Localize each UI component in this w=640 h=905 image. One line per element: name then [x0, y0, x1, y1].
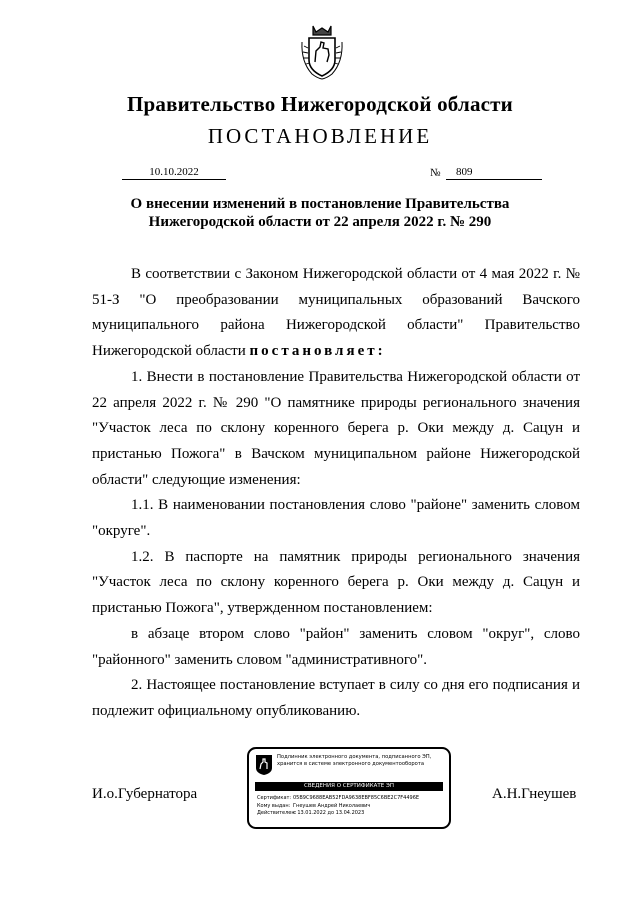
paragraph-item-1-2: 1.2. В паспорте на памятник природы регионального значения "Участок леса по склону коренного берега р. Оки между д. Сацун и пристанью Пожога", утвержденном постановлением:	[92, 548, 580, 617]
preamble-text: В соответствии с Законом Нижегородской области от 4 мая 2022 г. № 51-З "О преобразовании муниципальных образований Вачского муниципального района Нижегородской области" Правительство Нижегородской области	[92, 266, 580, 360]
organization-name: Правительство Нижегородской области	[127, 92, 513, 116]
decree-verb: постановляет:	[249, 343, 386, 360]
cert-label: Сертификат:	[257, 795, 292, 801]
subject-line-2: Нижегородской области от 22 апреля 2022 г. № 290	[148, 214, 492, 230]
stamp-row-issued	[257, 803, 447, 811]
document-subject	[100, 195, 540, 231]
number-sign: №	[430, 167, 441, 179]
signatory-position: И.о.Губернатора	[92, 786, 198, 802]
paragraph-item-1-1: 1.1. В наименовании постановления слово "районе" заменить словом "округе".	[92, 497, 580, 540]
paragraph-item-2: 2. Настоящее постановление вступает в силу со дня его подписания и подлежит официальному опубликованию.	[92, 677, 580, 719]
issued-value: Гнеушев Андрей Николаевич	[293, 802, 371, 809]
document-number: 809	[446, 166, 542, 180]
deer-emblem-icon	[255, 754, 273, 776]
document-date: 10.10.2022	[122, 166, 226, 180]
stamp-details	[257, 795, 447, 818]
paragraph-preamble	[92, 262, 580, 365]
stamp-note: Подлинник электронного документа, подписанного ЭП, хранится в системе электронного документооборота	[277, 754, 432, 767]
document-body	[92, 262, 580, 725]
paragraph-item-1: 1. Внести в постановление Правительства Нижегородской области от 22 апреля 2022 г. № 290 "О памятнике природы регионального значения "Участок леса по склону коренного берега р. Оки между д. Сацун и пристанью Пожога" в Вачском муниципальном районе Нижегородской области" следующие изменения:	[92, 368, 580, 488]
issued-label: Кому выдан:	[257, 802, 291, 809]
cert-value: 05B9C9688EAB52FDA9638EBF85C6BE2C7F4496E	[293, 795, 420, 801]
stamp-row-cert	[257, 795, 447, 803]
document-type: ПОСТАНОВЛЕНИЕ	[207, 124, 433, 148]
valid-value: с 13.01.2022 до 13.04.2023	[293, 810, 365, 816]
valid-label: Действителен:	[257, 810, 297, 816]
coat-of-arms-icon	[300, 22, 344, 80]
stamp-row-valid	[257, 810, 447, 818]
signatory-name: А.Н.Гнеушев	[492, 786, 577, 802]
paragraph-item-1-2-a: в абзаце втором слово "район" заменить словом "округ", слово "районного" заменить словом "административного".	[92, 625, 580, 668]
stamp-title: СВЕДЕНИЯ О СЕРТИФИКАТЕ ЭП	[255, 782, 443, 791]
subject-line-1: О внесении изменений в постановление Правительства	[130, 196, 510, 212]
electronic-signature-stamp	[247, 747, 451, 829]
